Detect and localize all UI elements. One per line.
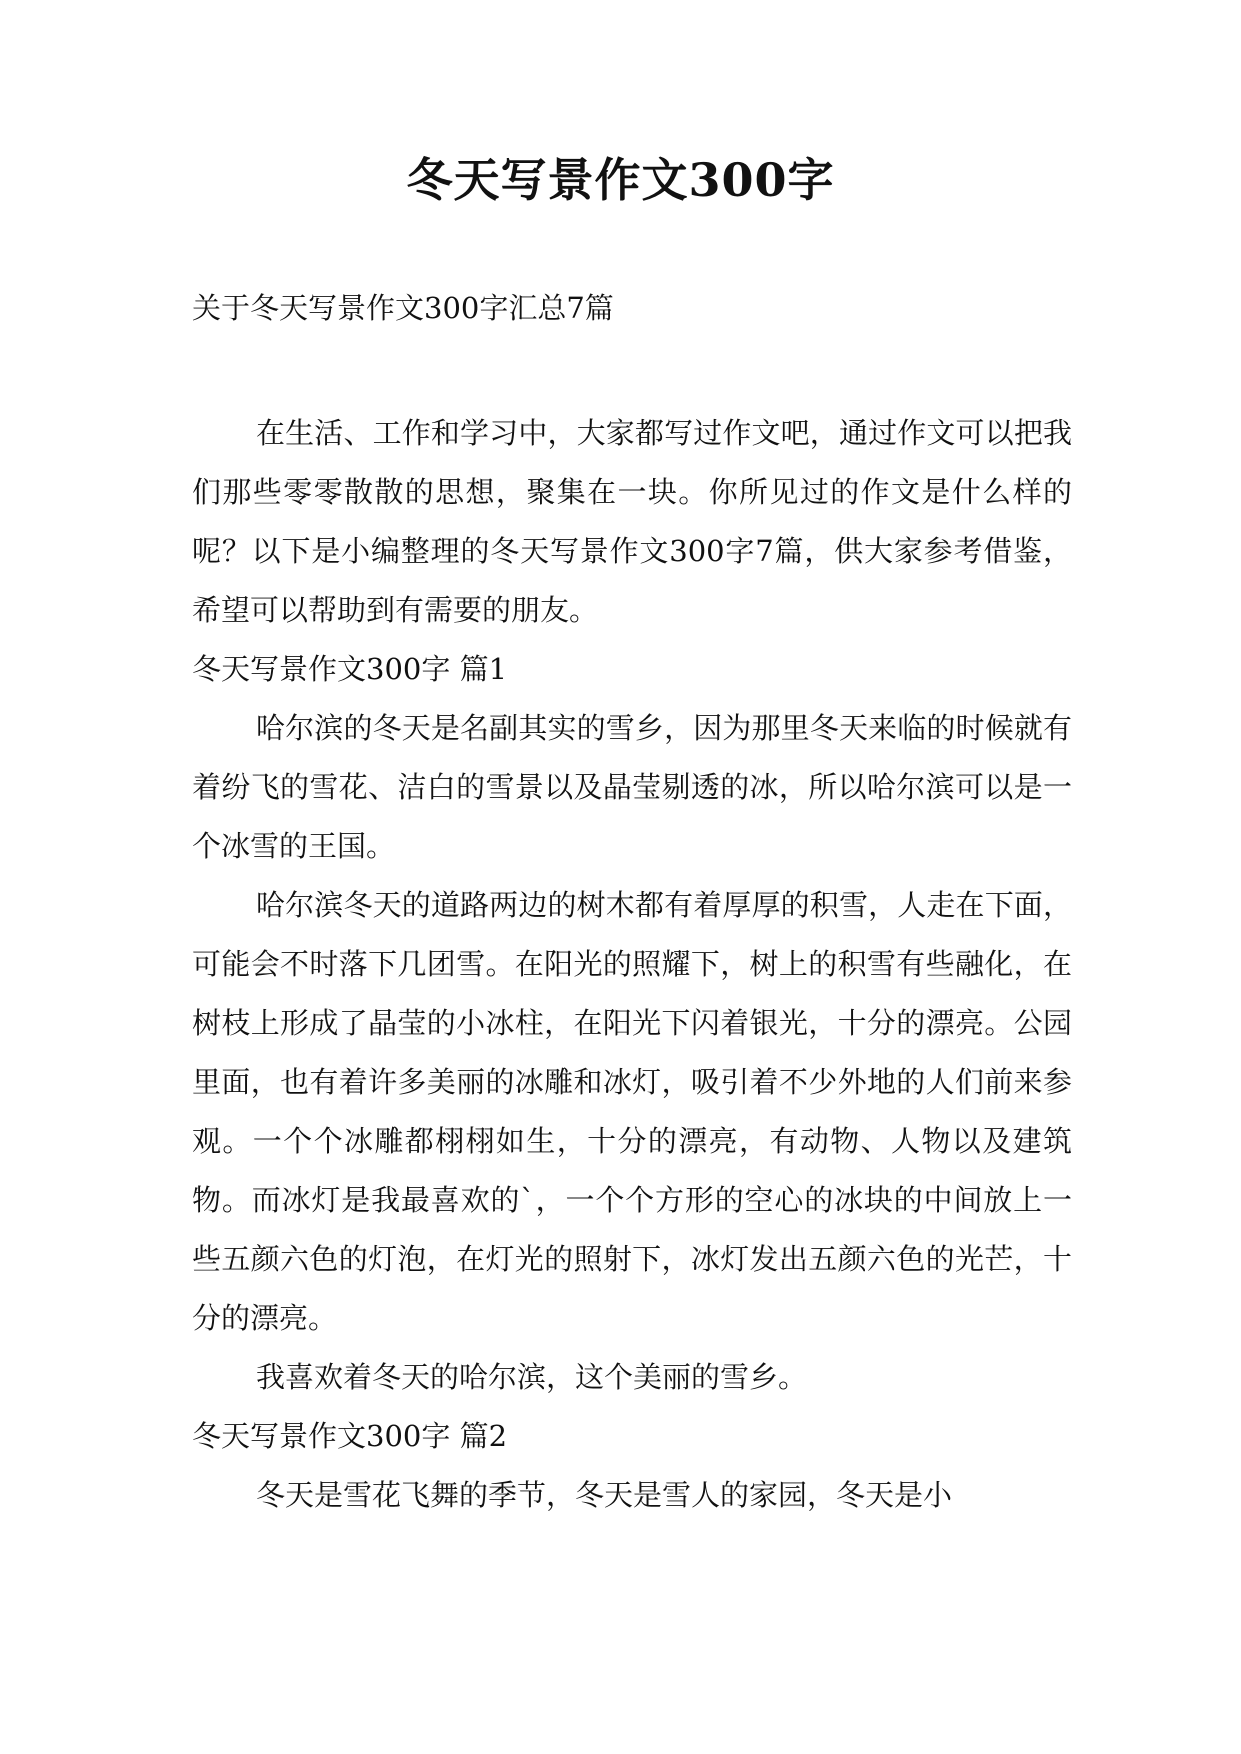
section-heading-1: 冬天写景作文300字 篇1 xyxy=(192,652,508,686)
document-body xyxy=(192,404,1072,1525)
intro-paragraph: 在生活、工作和学习中，大家都写过作文吧，通过作文可以把我们那些零零散散的思想，聚集在一块。你所见过的作文是什么样的呢？以下是小编整理的冬天写景作文300字7篇，供大家参考借鉴，希望可以帮助到有需要的朋友。 xyxy=(192,416,1072,627)
section-heading-2: 冬天写景作文300字 篇2 xyxy=(192,1419,508,1453)
section-1-paragraph-1: 哈尔滨的冬天是名副其实的雪乡，因为那里冬天来临的时候就有着纷飞的雪花、洁白的雪景以及晶莹剔透的冰，所以哈尔滨可以是一个冰雪的王国。 xyxy=(192,711,1072,863)
document-title: 冬天写景作文300字 xyxy=(406,153,835,207)
document-subtitle: 关于冬天写景作文300字汇总7篇 xyxy=(192,291,614,325)
section-1-paragraph-3: 我喜欢着冬天的哈尔滨，这个美丽的雪乡。 xyxy=(256,1360,808,1394)
section-1-paragraph-2: 哈尔滨冬天的道路两边的树木都有着厚厚的积雪，人走在下面，可能会不时落下几团雪。在阳光的照耀下，树上的积雪有些融化，在树枝上形成了晶莹的小冰柱，在阳光下闪着银光，十分的漂亮。公园里面，也有着许多美丽的冰雕和冰灯，吸引着不少外地的人们前来参观。一个个冰雕都栩栩如生，十分的漂亮，有动物、人物以及建筑物。而冰灯是我最喜欢的`，一个个方形的空心的冰块的中间放上一些五颜六色的灯泡，在灯光的照射下，冰灯发出五颜六色的光芒，十分的漂亮。 xyxy=(192,888,1072,1335)
section-2-paragraph-1: 冬天是雪花飞舞的季节，冬天是雪人的家园，冬天是小 xyxy=(256,1478,953,1512)
